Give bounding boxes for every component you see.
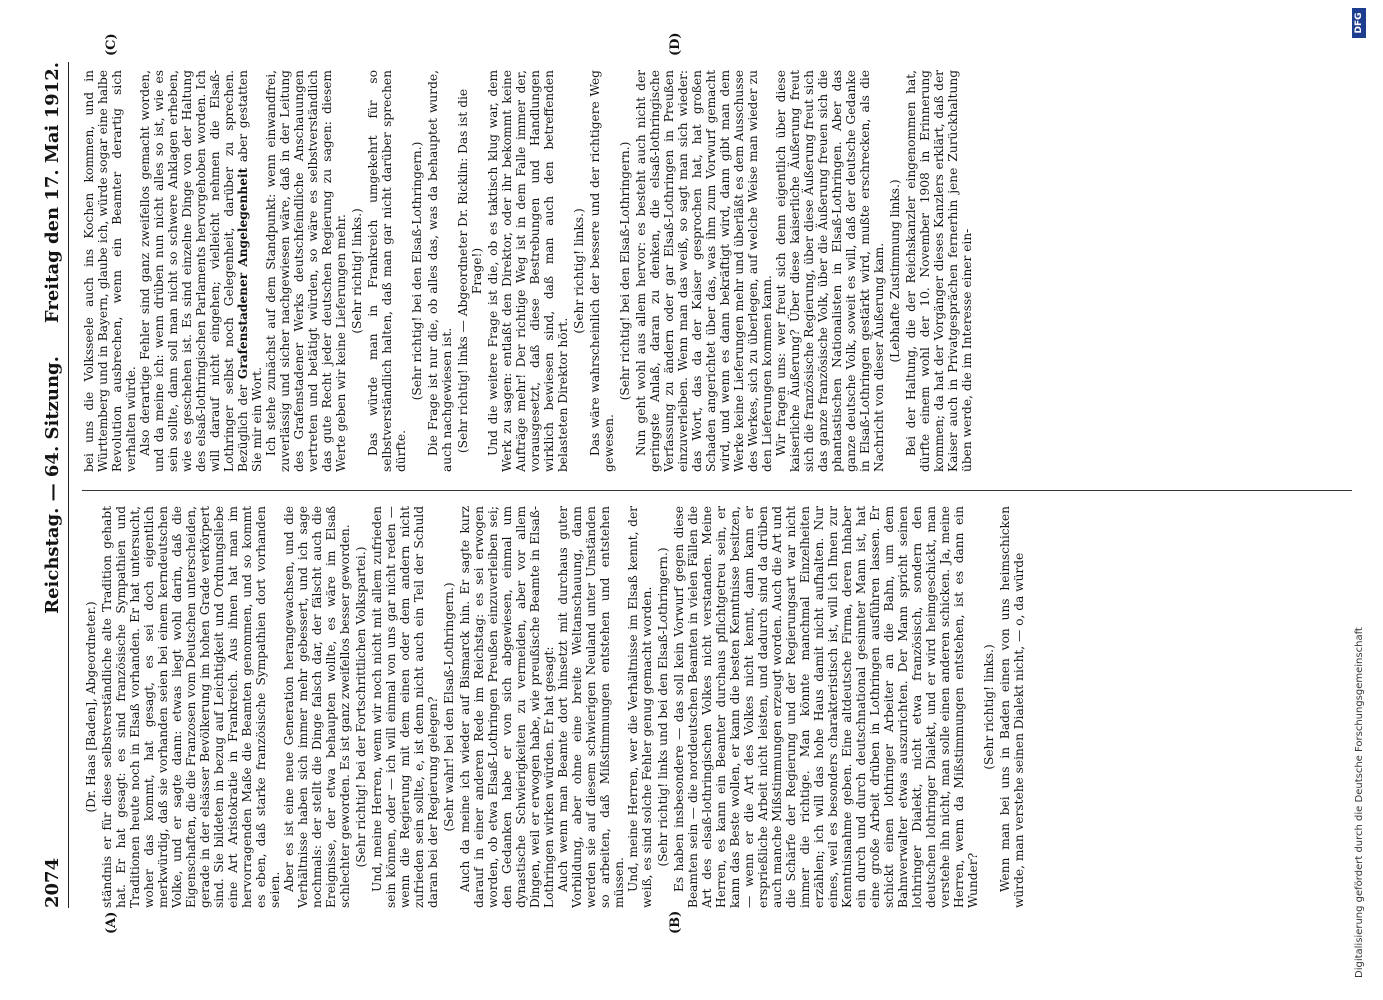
interjection: (Sehr richtig! links.) [350, 208, 364, 334]
interjection: (Sehr richtig! bei den Elsaß-Lothringern.) [618, 141, 632, 401]
paragraph: ständnis er für diese selbstverständliche alte Tradition gehabt hat. Er hat gesagt: es sind französische Sympathien und Traditionen heute noch in Elsaß vorhanden. Er hat untersucht, woher das kommt, hat gesagt, es sei doch eigentlich merkwürdig, daß sie vorhanden seien bei einem kerndeutschen Volke, und er sagte dann: etwas liegt wohl darin, daß die Eigenschaften, die die Franzosen vom Deutschen unterscheiden, gerade in der elsässer Bevölkerung im hohen Grade verkörpert sind. Sie bildeten in bezug auf Leichtigkeit und Ordnungsliebe eine Art Aristokratie in Frankreich. Aus ihnen hat man im hervorragenden Maße die Beamten genommen, und so kommt es eben, daß starke französische Sympathien dort vorhanden seien. [100, 506, 282, 908]
paragraph: Wir fragen uns: wer freut sich denn eigentlich über diese kaiserliche Äußerung? Über diese kaiserliche Äußerung freut sich die französische Regierung, über diese Äußerung freut sich das ganze französische Volk, über die Äußerung freuen sich die phantastischen Nationalisten in Elsaß-Lothringen. Aber das ganze deutsche Volk, soweit es will, daß der deutsche Gedanke in Elsaß-Lothringen gestärkt wird, mußte erschrecken, als die Nachricht von dieser Äußerung kam. [774, 70, 886, 472]
bold-phrase: Grafenstadener Angelegenheit [236, 167, 250, 380]
page-title: Reichstag. — 64. Sitzung. [42, 356, 63, 614]
paragraph: Nun geht wohl aus allem hervor: es besteht auch nicht der geringste Anlaß, daran zu denken, die elsaß-lothringische Verfassung zu ändern oder gar Elsaß-Lothringen in Preußen einzuverleiben. Wenn man das weiß, so sagt man sich wieder: das Wort, das da der Kaiser gesprochen hat, hat großen Schaden angerichtet über das, was ihm zum Vorwurf gemacht wird, und wenn es dann bekräftigt wird, dann gibt man dem Werke keine Lieferungen mehr und überläßt es dem Ausschusse des Werkes, sich zu überlegen, auf welche Weise man wieder zu den Lieferungen kommen kann. [634, 70, 774, 472]
interjection: (Sehr richtig! links und bei den Elsaß-Lothringern.) [656, 547, 670, 867]
column-divider [82, 490, 1352, 491]
quotation: Auch wenn man Beamte dort hinsetzt mit durchaus guter Vorbildung, aber ohne eine breite Weltanschauung, dann werden sie auf diesem schwierigen Neuland unter Umständen so arbeiten, daß Mißstimmungen entstehen und entstehen müssen. [556, 506, 626, 908]
page-header [38, 62, 69, 908]
paragraph: Und die weitere Frage ist die, ob es taktisch klug war, dem Werk zu sagen: entlaßt den Direktor, oder ihr bekommt keine Aufträge mehr! Der richtige Weg ist in dem Falle immer der, vorausgesetzt, daß diese Bestrebungen und Handlungen wirklich bewiesen sind, daß man auch den betreffenden belasteten Direktor hört. [486, 70, 570, 472]
interjection: (Sehr richtig! links — Abgeordneter Dr. Ricklin: Das ist die Frage!) [456, 88, 484, 454]
paragraph: Auch da meine ich wieder auf Bismarck hin. Er sagte kurz darauf in einer anderen Rede im Reichstag: es sei erwogen worden, ob etwa Elsaß-Lothringen Preußen einzuverleiben sei; den Gedanken habe er von sich abgewiesen, einmal um dynastische Schwierigkeiten zu vermeiden, aber vor allem Dingen, weil er erwogen habe, wie preußische Beamte in Elsaß-Lothringen wirken würden. Er hat gesagt: [458, 506, 556, 908]
paragraph: Die Frage ist nur die, ob alles das, was da behauptet wurde, auch nachgewiesen ist. [426, 70, 454, 472]
margin-marker-c: (C) [104, 33, 119, 56]
dfg-logo: DFG [1352, 8, 1366, 38]
speaker-line: (Dr. Haas [Baden], Abgeordneter.) [84, 601, 98, 813]
paragraph: Und, meine Herren, wenn wir noch nicht mit allem zufrieden sein können, oder — ich will einmal von uns gar nicht reden — wenn die Regierung mit dem einen oder dem andern nicht zufrieden sein sollte, e, ist denn nicht auch ein Teil der Schuld daran bei der Regierung gelegen? [370, 506, 440, 908]
interjection: (Sehr richtig! bei der Fortschrittlichen Volkspartei.) [354, 546, 368, 868]
paragraph: Aber es ist eine neue Generation herangewachsen, und die Verhältnisse haben sich immer mehr gebessert, und ich sage nochmals: der stellt die Dinge falsch dar, der fälscht auch die Ereignisse, der etwa behaupten wollte, es wäre im Elsaß schlechter geworden. Es ist ganz zweifellos besser geworden. [282, 506, 352, 908]
paragraph: Das wäre wahrscheinlich der bessere und der richtigere Weg gewesen. [588, 70, 616, 472]
paragraph: Ich stehe zunächst auf dem Standpunkt: wenn einwandfrei, zuverlässig und sicher nachgewiesen wäre, daß in der Leitung des Grafenstadener Werks deutschfeindliche Anschauungen vertreten und betätigt würden, so wäre es selbstverständlich das gute Recht jeder deutschen Regierung zu sagen: diesem Werte geben wir keine Lieferungen mehr. [264, 70, 348, 472]
interjection: (Lebhafte Zustimmung links.) [888, 179, 902, 363]
paragraph: Es haben insbesondere — das soll kein Vorwurf gegen diese Beamten sein — die norddeutschen Beamten in vielen Fällen die Art des elsaß-lothringischen Volkes nicht verstanden. Meine Herren, es kann ein Beamter durchaus pflichtgetreu sein, er kann das Beste wollen, er kann die besten Kenntnisse besitzen, — wenn er die Art des Volkes nicht kennt, dann kann er ersprießliche Arbeit nicht leisten, und dadurch sind da drüben auch manche Mißstimmungen erzeugt worden. Auch die Art und die Schärfe der Regierung und der Regierungsart war nicht immer die richtige. Man könnte manchmal Einzelheiten erzählen; ich will das hohe Haus damit nicht aufhalten. Nur eines, weil es besonders charakteristisch ist, will ich Ihnen zur Kenntnisnahme geben. Eine altdeutsche Firma, deren Inhaber ein durch und durch deutschnational gesinnter Mann ist, hat eine große Arbeit drüben in Lothringen ausführen lassen. Er schickt einen lothringer Arbeiter an die Bahn, um dem Bahnverwalter etwas auszurichten. Der Mann spricht seinen lothringer Dialekt, nicht etwa französisch, sondern den deutschen lothringer Dialekt, und er wird heimgeschickt, man verstehe ihn nicht, man solle einen anderen schicken. Ja, meine Herren, wenn da Mißstimmungen entstehen, ist es dann ein Wunder? [672, 506, 980, 908]
paragraph: Bei der Haltung, die der Reichskanzler eingenommen hat, dürfte einem wohl der 10. November 1908 in Erinnerung kommen; da hat der Vorgänger dieses Kanzlers erklärt, daß der Kaiser auch in Privatgesprächen fernerhin jene Zurückhaltung üben werde, die im Interesse einer ein- [904, 70, 974, 472]
page-number: 2074 [42, 857, 63, 908]
paragraph: Wenn man bei uns in Baden einen von uns heimschicken würde, man verstehe seinen Dialekt nicht, — o, da würde [998, 506, 1026, 908]
paragraph: Also derartige Fehler sind ganz zweifellos gemacht worden, und da meine ich: wenn drüben nun nicht alles so ist, wie es sein sollte, dann soll man nicht so schwere Anklagen erheben, wie es geschehen ist. Es sind einzelne Dinge von der Haltung des elsaß-lothringischen Parlaments hervorgehoben worden. Ich will darauf nicht eingehen; vielleicht nehmen die Elsaß-Lothringer selbst noch Gelegenheit, darüber zu sprechen. Bezüglich der Grafenstadener Angelegenheit aber gestatten Sie mir ein Wort. [138, 70, 264, 472]
margin-marker-b: (B) [668, 910, 683, 934]
interjection: (Sehr richtig! links.) [982, 644, 996, 770]
paragraph: Und, meine Herren, wer die Verhältnisse im Elsaß kennt, der weiß, es sind solche Fehler genug gemacht worden. [626, 506, 654, 908]
interjection: (Sehr wahr! bei den Elsaß-Lothringern.) [442, 582, 456, 832]
session-date: Freitag den 17. Mai 1912. [42, 62, 63, 324]
funding-note: Digitalisierung gefördert durch die Deutsche Forschungsgemeinschaft [1354, 627, 1365, 978]
digitization-footer [1352, 12, 1368, 978]
paragraph: bei uns die Volksseele auch ins Kochen kommen, und in Württemberg und in Bayern, glaube ich, würde sogar eine halbe Revolution ausbrechen, wenn ein Beamter derartig sich verhalten würde. [82, 70, 138, 472]
right-column [82, 70, 1342, 472]
margin-marker-a: (A) [104, 911, 119, 934]
interjection: (Sehr richtig! bei den Elsaß-Lothringern.) [410, 141, 424, 401]
margin-marker-d: (D) [668, 32, 683, 56]
interjection: (Sehr richtig! links.) [572, 208, 586, 334]
left-column [82, 506, 1342, 908]
paragraph: Das würde man in Frankreich umgekehrt für so selbstverständlich halten, daß man gar nicht darüber sprechen dürfte. [366, 70, 408, 472]
